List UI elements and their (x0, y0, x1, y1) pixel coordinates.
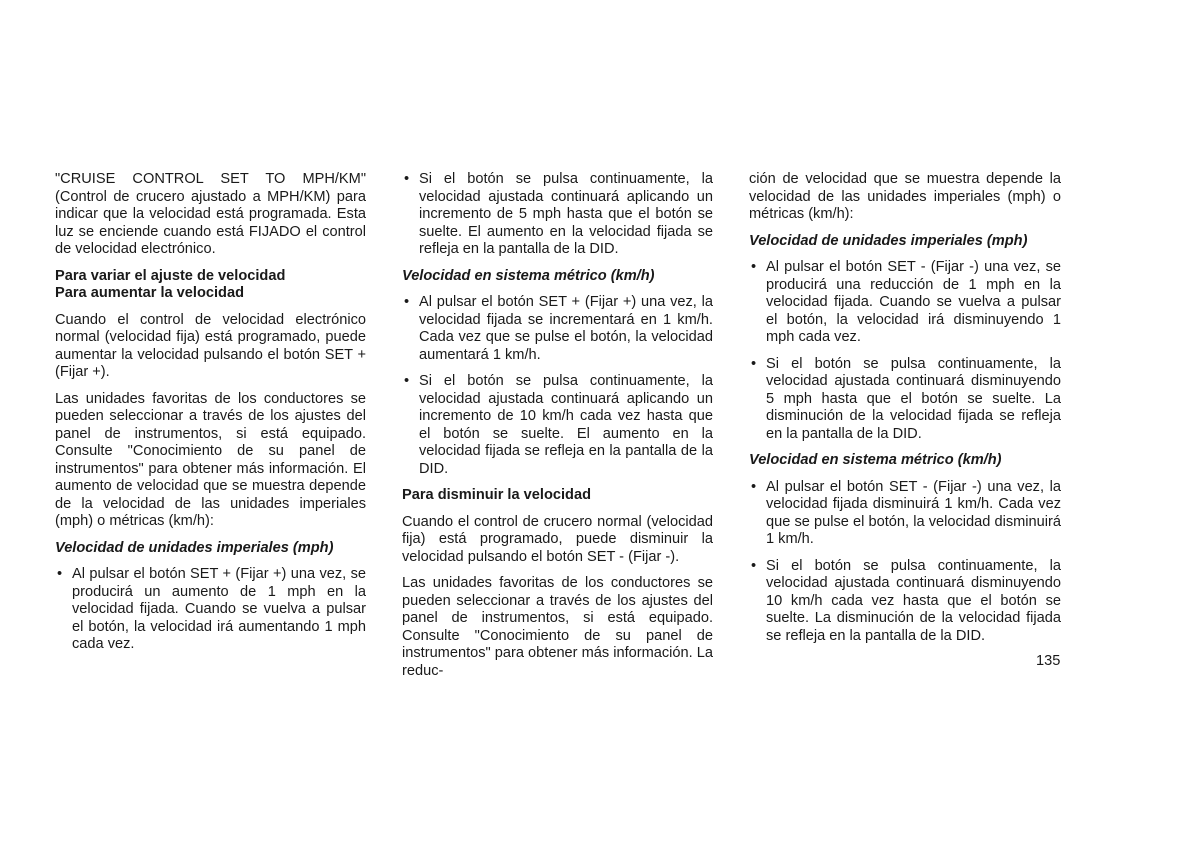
list-item: • Al pulsar el botón SET - (Fijar -) una vez, la velocidad fijada disminuirá 1 km/h. Cada vez que se pulse el botón, la velocidad disminuirá 1 km/h. (749, 479, 1061, 549)
subheading-metric: Velocidad en sistema métrico (km/h) (749, 452, 1002, 468)
bullet-list (402, 171, 713, 259)
section-heading-decrease-speed: Para disminuir la velocidad (402, 487, 591, 503)
bullet-list (749, 259, 1061, 443)
page-number: 135 (1036, 653, 1061, 669)
list-item: • Si el botón se pulsa continuamente, la velocidad ajustada continuará aplicando un incremento de 10 km/h cada vez hasta que el botón se suelte. El aumento en la velocidad fijada se refleja en la pantalla de la DID. (402, 373, 713, 478)
bullet-list (55, 566, 366, 654)
section-heading-group (55, 268, 366, 303)
list-item: • Si el botón se pulsa continuamente, la velocidad ajustada continuará disminuyendo 10 km/h cada vez hasta que el botón se suelte. La disminución de la velocidad fijada se refleja en la pantalla de la DID. (749, 558, 1061, 646)
decrease-speed-paragraph: Cuando el control de crucero normal (velocidad fija) está programado, puede disminuir la velocidad pulsando el botón SET - (Fijar -). (402, 513, 713, 565)
section-heading-vary-speed: Para variar el ajuste de velocidad (55, 267, 286, 284)
list-item: • Al pulsar el botón SET + (Fijar +) una vez, la velocidad fijada se incrementará en 1 km/h. Cada vez que se pulse el botón, la velocidad aumentará 1 km/h. (402, 294, 713, 364)
units-paragraph: Las unidades favoritas de los conductores se pueden seleccionar a través de los ajustes del panel de instrumentos, si está equipado. Consulte "Conocimiento de su panel de instrumentos" para obtener más información. El aumento de velocidad que se muestra depende de la velocidad de las unidades imperiales (mph) o métricas (km/h): (55, 390, 366, 529)
bullet-list (402, 294, 713, 478)
list-item: • Si el botón se pulsa continuamente, la velocidad ajustada continuará aplicando un incremento de 5 mph hasta que el botón se suelte. El aumento en la velocidad fijada se refleja en la pantalla de la DID. (402, 171, 713, 259)
section-heading-increase-speed: Para aumentar la velocidad (55, 285, 244, 301)
intro-paragraph: "CRUISE CONTROL SET TO MPH/KM" (Control de crucero ajustado a MPH/KM) para indicar que la velocidad está programada. Esta luz se enciende cuando está FIJADO el control de velocidad electrónico. (55, 171, 366, 257)
subheading-imperial: Velocidad de unidades imperiales (mph) (55, 539, 334, 556)
column-2 (402, 171, 713, 689)
column-1 (55, 171, 366, 663)
column-3 (749, 171, 1061, 654)
subheading-metric: Velocidad en sistema métrico (km/h) (402, 267, 655, 284)
list-item: • Al pulsar el botón SET + (Fijar +) una vez, se producirá un aumento de 1 mph en la velocidad fijada. Cuando se vuelva a pulsar el botón, la velocidad irá aumentando 1 mph cada vez. (55, 566, 366, 654)
subheading-imperial: Velocidad de unidades imperiales (mph) (749, 232, 1028, 249)
units-paragraph: Las unidades favoritas de los conductores se pueden seleccionar a través de los ajustes del panel de instrumentos, si está equipado. Consulte "Conocimiento de su panel de instrumentos" para obtener más información. La reduc- (402, 575, 713, 679)
list-item: • Si el botón se pulsa continuamente, la velocidad ajustada continuará disminuyendo 5 mph hasta que el botón se suelte. La disminución de la velocidad fijada se refleja en la pantalla de la DID. (749, 356, 1061, 444)
list-item: • Al pulsar el botón SET - (Fijar -) una vez, se producirá una reducción de 1 mph en la velocidad fijada. Cuando se vuelva a pulsar el botón, la velocidad irá disminuyendo 1 mph cada vez. (749, 259, 1061, 347)
bullet-list (749, 479, 1061, 646)
units-continued-paragraph: ción de velocidad que se muestra depende la velocidad de las unidades imperiales (mph) o métricas (km/h): (749, 171, 1061, 222)
increase-speed-paragraph: Cuando el control de velocidad electrónico normal (velocidad fija) está programado, puede aumentar la velocidad pulsando el botón SET + (Fijar +). (55, 311, 366, 380)
